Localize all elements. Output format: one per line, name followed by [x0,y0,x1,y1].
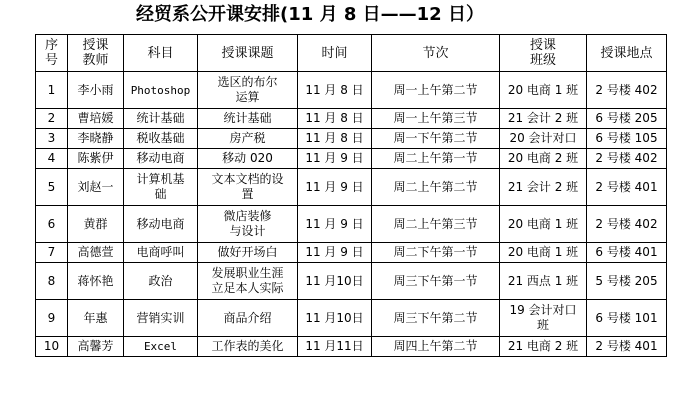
cell-subject: 统计基础 [124,109,198,129]
cell-teacher: 黄群 [68,206,124,243]
cell-teacher: 高德萱 [68,243,124,263]
cell-class: 20 会计对口 [500,129,587,149]
cell-class: 20 电商 1 班 [500,243,587,263]
cell-subject: 营销实训 [124,300,198,337]
cell-place: 6 号楼 101 [587,300,667,337]
header-teacher: 授课 教师 [68,35,124,72]
cell-class: 20 电商 1 班 [500,206,587,243]
cell-teacher: 曹培媛 [68,109,124,129]
cell-class: 20 电商 1 班 [500,72,587,109]
cell-period: 周二上午第三节 [372,206,500,243]
cell-date: 11 月10日 [298,300,372,337]
cell-class: 21 电商 2 班 [500,337,587,357]
cell-topic: 移动 020 [198,149,298,169]
cell-subject: 电商呼叫 [124,243,198,263]
cell-no: 8 [36,263,68,300]
table-row [36,263,667,300]
table-row [36,169,667,206]
cell-teacher: 陈紫伊 [68,149,124,169]
cell-date: 11 月 9 日 [298,206,372,243]
cell-teacher: 刘赵一 [68,169,124,206]
cell-date: 11 月 9 日 [298,149,372,169]
cell-topic: 选区的布尔 运算 [198,72,298,109]
cell-period: 周四上午第二节 [372,337,500,357]
header-date: 时间 [298,35,372,72]
cell-period: 周一上午第二节 [372,72,500,109]
header-class: 授课 班级 [500,35,587,72]
cell-place: 2 号楼 402 [587,72,667,109]
cell-topic: 做好开场白 [198,243,298,263]
cell-period: 周三下午第二节 [372,300,500,337]
cell-date: 11 月 8 日 [298,109,372,129]
cell-place: 2 号楼 402 [587,149,667,169]
table-row [36,337,667,357]
cell-date: 11 月10日 [298,263,372,300]
cell-date: 11 月11日 [298,337,372,357]
header-subject: 科目 [124,35,198,72]
cell-no: 4 [36,149,68,169]
page-title: 经贸系公开课安排(11 月 8 日——12 日） [136,4,484,25]
cell-class: 20 电商 2 班 [500,149,587,169]
cell-teacher: 蒋怀艳 [68,263,124,300]
cell-no: 3 [36,129,68,149]
cell-topic: 统计基础 [198,109,298,129]
cell-no: 6 [36,206,68,243]
cell-place: 5 号楼 205 [587,263,667,300]
cell-period: 周二上午第二节 [372,169,500,206]
cell-no: 1 [36,72,68,109]
cell-topic: 文本文档的设 置 [198,169,298,206]
cell-no: 7 [36,243,68,263]
cell-place: 6 号楼 205 [587,109,667,129]
cell-topic: 工作表的美化 [198,337,298,357]
cell-no: 9 [36,300,68,337]
table-row [36,72,667,109]
cell-subject: 计算机基 础 [124,169,198,206]
table-row [36,243,667,263]
cell-period: 周一下午第二节 [372,129,500,149]
header-place: 授课地点 [587,35,667,72]
cell-no: 10 [36,337,68,357]
cell-date: 11 月 9 日 [298,169,372,206]
cell-topic: 房产税 [198,129,298,149]
cell-no: 2 [36,109,68,129]
cell-class: 19 会计对口 班 [500,300,587,337]
header-period: 节次 [372,35,500,72]
table-row [36,300,667,337]
cell-teacher: 年惠 [68,300,124,337]
cell-class: 21 会计 2 班 [500,169,587,206]
cell-date: 11 月 8 日 [298,129,372,149]
table-row [36,206,667,243]
cell-date: 11 月 8 日 [298,72,372,109]
table-row [36,109,667,129]
cell-class: 21 会计 2 班 [500,109,587,129]
cell-topic: 发展职业生涯 立足本人实际 [198,263,298,300]
cell-teacher: 高馨芳 [68,337,124,357]
cell-class: 21 西点 1 班 [500,263,587,300]
cell-period: 周一上午第三节 [372,109,500,129]
cell-subject: 政治 [124,263,198,300]
cell-topic: 商品介绍 [198,300,298,337]
cell-date: 11 月 9 日 [298,243,372,263]
cell-place: 2 号楼 402 [587,206,667,243]
cell-period: 周二下午第一节 [372,243,500,263]
cell-place: 2 号楼 401 [587,337,667,357]
cell-place: 2 号楼 401 [587,169,667,206]
table-row [36,149,667,169]
cell-subject: Photoshop [124,72,198,109]
header-no: 序 号 [36,35,68,72]
cell-subject: 移动电商 [124,149,198,169]
cell-period: 周三下午第一节 [372,263,500,300]
cell-subject: Excel [124,337,198,357]
cell-place: 6 号楼 401 [587,243,667,263]
cell-teacher: 李小雨 [68,72,124,109]
cell-subject: 移动电商 [124,206,198,243]
cell-no: 5 [36,169,68,206]
header-row [36,35,667,72]
cell-place: 6 号楼 105 [587,129,667,149]
table-row [36,129,667,149]
schedule-table [35,34,667,357]
cell-subject: 税收基础 [124,129,198,149]
cell-teacher: 李晓静 [68,129,124,149]
cell-period: 周二上午第一节 [372,149,500,169]
header-topic: 授课课题 [198,35,298,72]
cell-topic: 微店装修 与设计 [198,206,298,243]
